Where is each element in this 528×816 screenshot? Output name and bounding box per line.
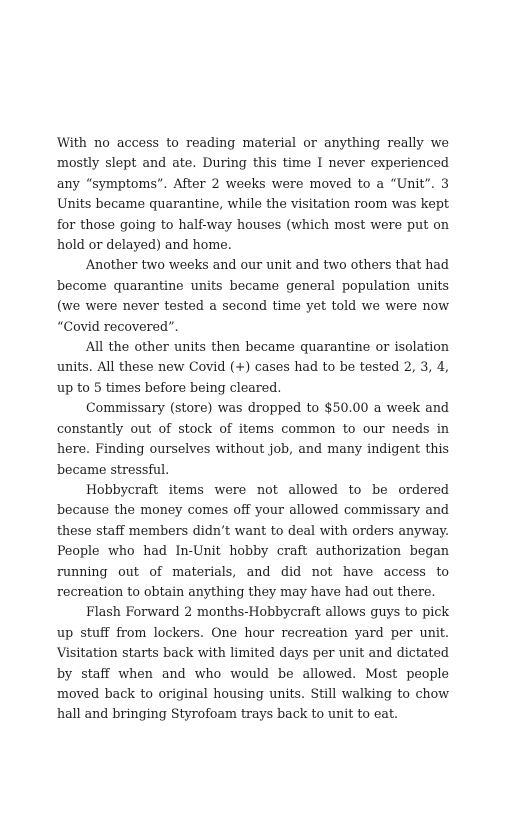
paragraph-general-population: Another two weeks and our unit and two others that had become quarantine units became general population units (we were never tested a second time yet told we were now “Covid recovered”. xyxy=(57,257,449,334)
paragraph-hobbycraft: Hobbycraft items were not allowed to be ordered because the money comes off your allowed commissary and these staff members didn’t want to deal with orders anyway. People who had In-Unit hobby craft authorization began running out of materials, and did not have access to recreation to obtain anything they may have had out there. xyxy=(57,481,449,599)
paragraph-isolation-units: All the other units then became quarantine or isolation units. All these new Covid (+) cases had to be tested 2, 3, 4, up to 5 times before being cleared. xyxy=(57,339,449,395)
paragraph-confinement: With no access to reading material or anything really we mostly slept and ate. During this time I never experienced any “symptoms”. After 2 weeks were moved to a “Unit”. 3 Units became quarantine, while the visitation room was kept for those going to half-way houses (which most were put on hold or delayed) and home. xyxy=(57,135,449,253)
paragraph-commissary: Commissary (store) was dropped to $50.00 a week and constantly out of stock of items common to our needs in here. Finding ourselves without job, and many indigent this became stressful. xyxy=(57,400,449,477)
paragraph-flash-forward: Flash Forward 2 months-Hobbycraft allows guys to pick up stuff from lockers. One hour recreation yard per unit. Visitation starts back with limited days per unit and dictated by staff when and who would be allowed. Most people moved back to original housing units. Still walking to chow hall and bringing Styrofoam trays back to unit to eat. xyxy=(57,604,449,722)
document-page xyxy=(57,133,449,725)
